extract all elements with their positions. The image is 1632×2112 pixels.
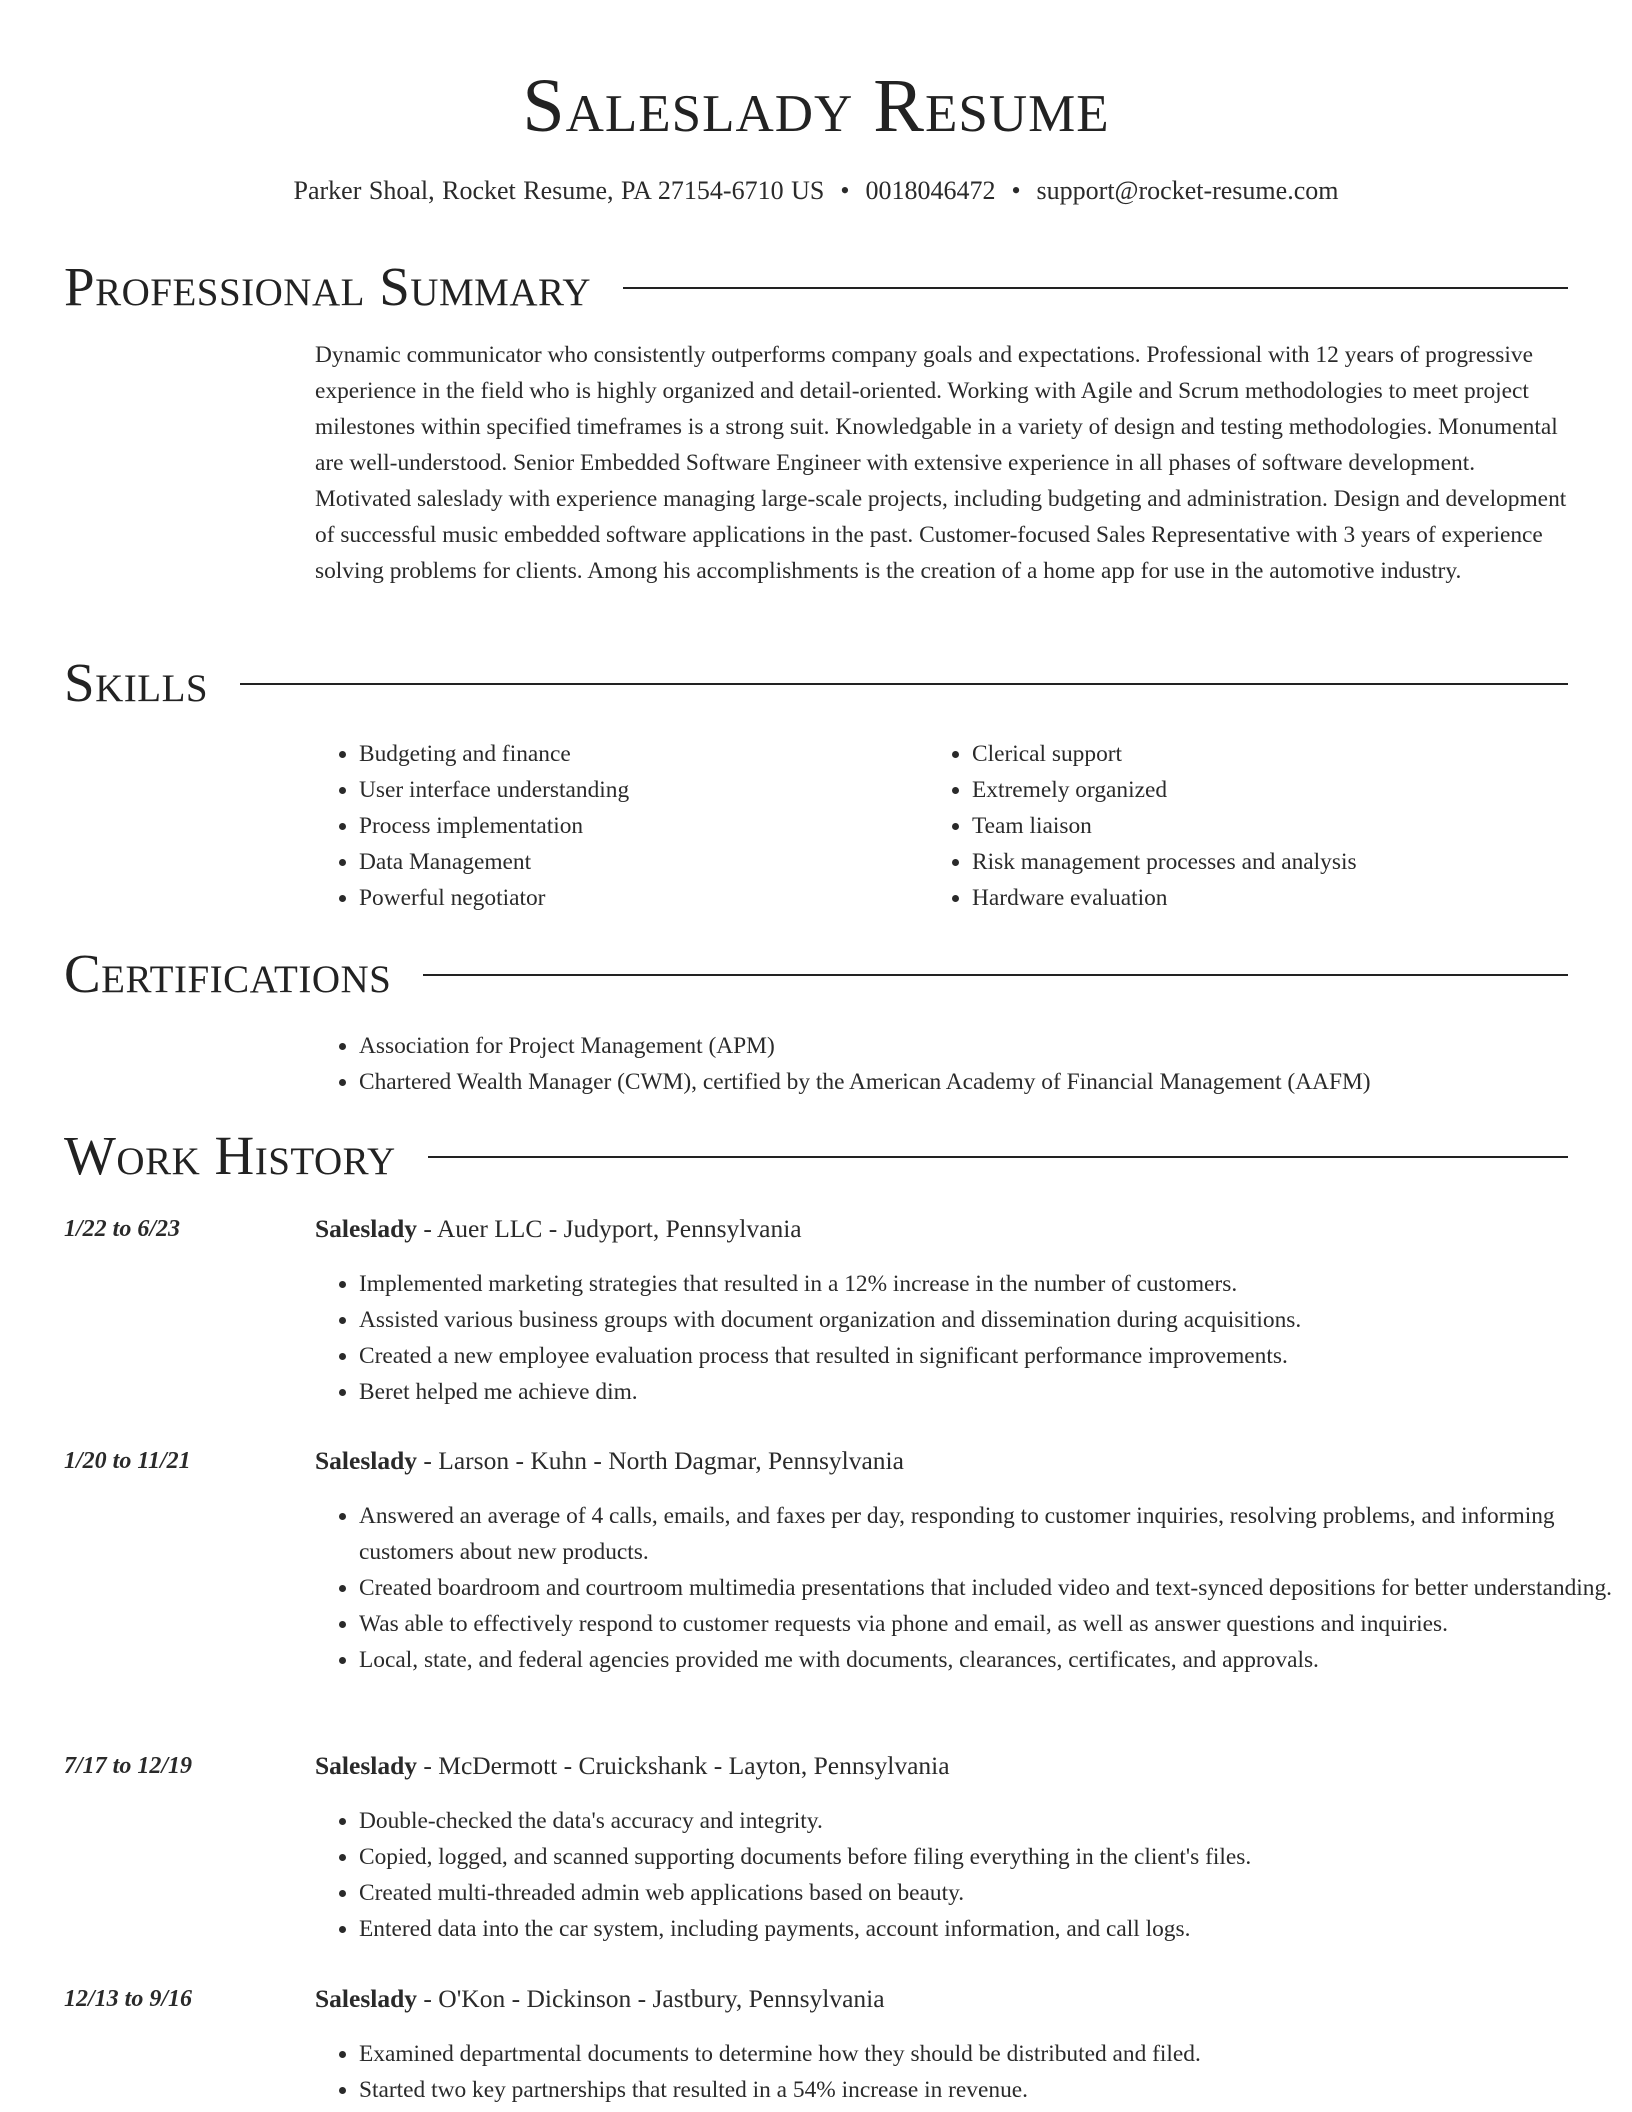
skill-item: • Risk management processes and analysis bbox=[972, 844, 1622, 880]
job-employer: - McDermott - Cruickshank - Layton, Pennsylvania bbox=[417, 1751, 950, 1780]
job-bullet: • Beret helped me achieve dim. bbox=[359, 1374, 1624, 1410]
job-dates: 1/20 to 11/21 bbox=[64, 1448, 191, 1474]
job-dates: 1/22 to 6/23 bbox=[64, 1216, 181, 1242]
certifications-list bbox=[315, 1028, 1619, 1100]
job-header bbox=[315, 1748, 950, 1784]
certification-item: • Association for Project Management (APM) bbox=[359, 1028, 1619, 1064]
section-heading: Professional Summary bbox=[64, 256, 592, 317]
section-certifications bbox=[64, 942, 1568, 1006]
section-skills bbox=[64, 651, 1568, 715]
job-title: Saleslady bbox=[315, 1984, 418, 2013]
job-bullets bbox=[315, 1803, 1624, 1947]
contact-separator: • bbox=[1011, 176, 1021, 205]
job-dates: 7/17 to 12/19 bbox=[64, 1753, 193, 1779]
job-bullets bbox=[315, 2036, 1624, 2108]
job-bullet: • Assisted various business groups with document organization and dissemination during acquisitions. bbox=[359, 1302, 1624, 1338]
job-bullet: • Implemented marketing strategies that resulted in a 12% increase in the number of customers. bbox=[359, 1266, 1624, 1302]
job-bullet: • Copied, logged, and scanned supporting documents before filing everything in the client's files. bbox=[359, 1839, 1624, 1875]
section-work-history bbox=[64, 1124, 1568, 1188]
skill-item: • Hardware evaluation bbox=[972, 880, 1622, 916]
section-divider bbox=[623, 287, 1568, 289]
job-bullets bbox=[315, 1266, 1624, 1410]
section-divider bbox=[428, 1156, 1568, 1158]
section-divider bbox=[423, 974, 1568, 976]
contact-phone: 0018046472 bbox=[865, 176, 996, 205]
section-heading: Certifications bbox=[64, 943, 392, 1004]
contact-email: support@rocket-resume.com bbox=[1036, 176, 1339, 205]
job-title: Saleslady bbox=[315, 1214, 418, 1243]
job-bullet: • Started two key partnerships that resulted in a 54% increase in revenue. bbox=[359, 2072, 1624, 2108]
job-bullet: • Created boardroom and courtroom multimedia presentations that included video and text-synced depositions for better understanding. bbox=[359, 1570, 1624, 1606]
certification-item: • Chartered Wealth Manager (CWM), certified by the American Academy of Financial Management (AAFM) bbox=[359, 1064, 1619, 1100]
resume-title: Saleslady Resume bbox=[522, 64, 1110, 148]
skill-item: • Extremely organized bbox=[972, 772, 1622, 808]
job-bullet: • Entered data into the car system, including payments, account information, and call logs. bbox=[359, 1911, 1624, 1947]
job-dates: 12/13 to 9/16 bbox=[64, 1986, 193, 2012]
job-bullets bbox=[315, 1498, 1624, 1678]
job-bullet: • Created a new employee evaluation process that resulted in significant performance improvements. bbox=[359, 1338, 1624, 1374]
skill-item: • Powerful negotiator bbox=[359, 880, 959, 916]
job-bullet: • Examined departmental documents to determine how they should be distributed and filed. bbox=[359, 2036, 1624, 2072]
skill-item: • Team liaison bbox=[972, 808, 1622, 844]
section-heading: Work History bbox=[64, 1125, 396, 1186]
job-header bbox=[315, 1443, 904, 1479]
skill-item: • User interface understanding bbox=[359, 772, 959, 808]
skills-list-left bbox=[315, 736, 959, 916]
skill-item: • Process implementation bbox=[359, 808, 959, 844]
job-employer: - Larson - Kuhn - North Dagmar, Pennsylvania bbox=[417, 1446, 904, 1475]
section-professional-summary bbox=[64, 255, 1568, 319]
skill-item: • Budgeting and finance bbox=[359, 736, 959, 772]
job-bullet: • Was able to effectively respond to customer requests via phone and email, as well as answer questions and inquiries. bbox=[359, 1606, 1624, 1642]
job-bullet: • Answered an average of 4 calls, emails, and faxes per day, responding to customer inquiries, resolving problems, and informing customers about new products. bbox=[359, 1498, 1624, 1570]
skills-list-right bbox=[928, 736, 1622, 916]
job-employer: - O'Kon - Dickinson - Jastbury, Pennsylvania bbox=[417, 1984, 885, 2013]
section-divider bbox=[240, 683, 1568, 685]
skill-item: • Clerical support bbox=[972, 736, 1622, 772]
contact-separator: • bbox=[840, 176, 850, 205]
contact-address: Parker Shoal, Rocket Resume, PA 27154-6710 US bbox=[293, 176, 825, 205]
skill-item: • Data Management bbox=[359, 844, 959, 880]
job-employer: - Auer LLC - Judyport, Pennsylvania bbox=[417, 1214, 802, 1243]
job-title: Saleslady bbox=[315, 1446, 418, 1475]
job-bullet: • Created multi-threaded admin web applications based on beauty. bbox=[359, 1875, 1624, 1911]
summary-text: Dynamic communicator who consistently outperforms company goals and expectations. Professional with 12 years of progressive experience in the field who is highly organized and detail-oriented. Working with Agile and Scrum methodologies to meet project milestones within specified timeframes is a strong suit. Knowledgable in a variety of design and testing methodologies. Monumental are well-understood. Senior Embedded Software Engineer with extensive experience in all phases of software development. Motivated saleslady with experience managing large-scale projects, including budgeting and administration. Design and development of successful music embedded software applications in the past. Customer-focused Sales Representative with 3 years of experience solving problems for clients. Among his accomplishments is the creation of a home app for use in the automotive industry. bbox=[315, 342, 1567, 584]
job-title: Saleslady bbox=[315, 1751, 418, 1780]
job-header bbox=[315, 1981, 885, 2017]
job-header bbox=[315, 1211, 802, 1247]
contact-line bbox=[0, 174, 1632, 208]
job-bullet: • Double-checked the data's accuracy and integrity. bbox=[359, 1803, 1624, 1839]
section-heading: Skills bbox=[64, 652, 209, 713]
job-bullet: • Local, state, and federal agencies provided me with documents, clearances, certificates, and approvals. bbox=[359, 1642, 1624, 1678]
